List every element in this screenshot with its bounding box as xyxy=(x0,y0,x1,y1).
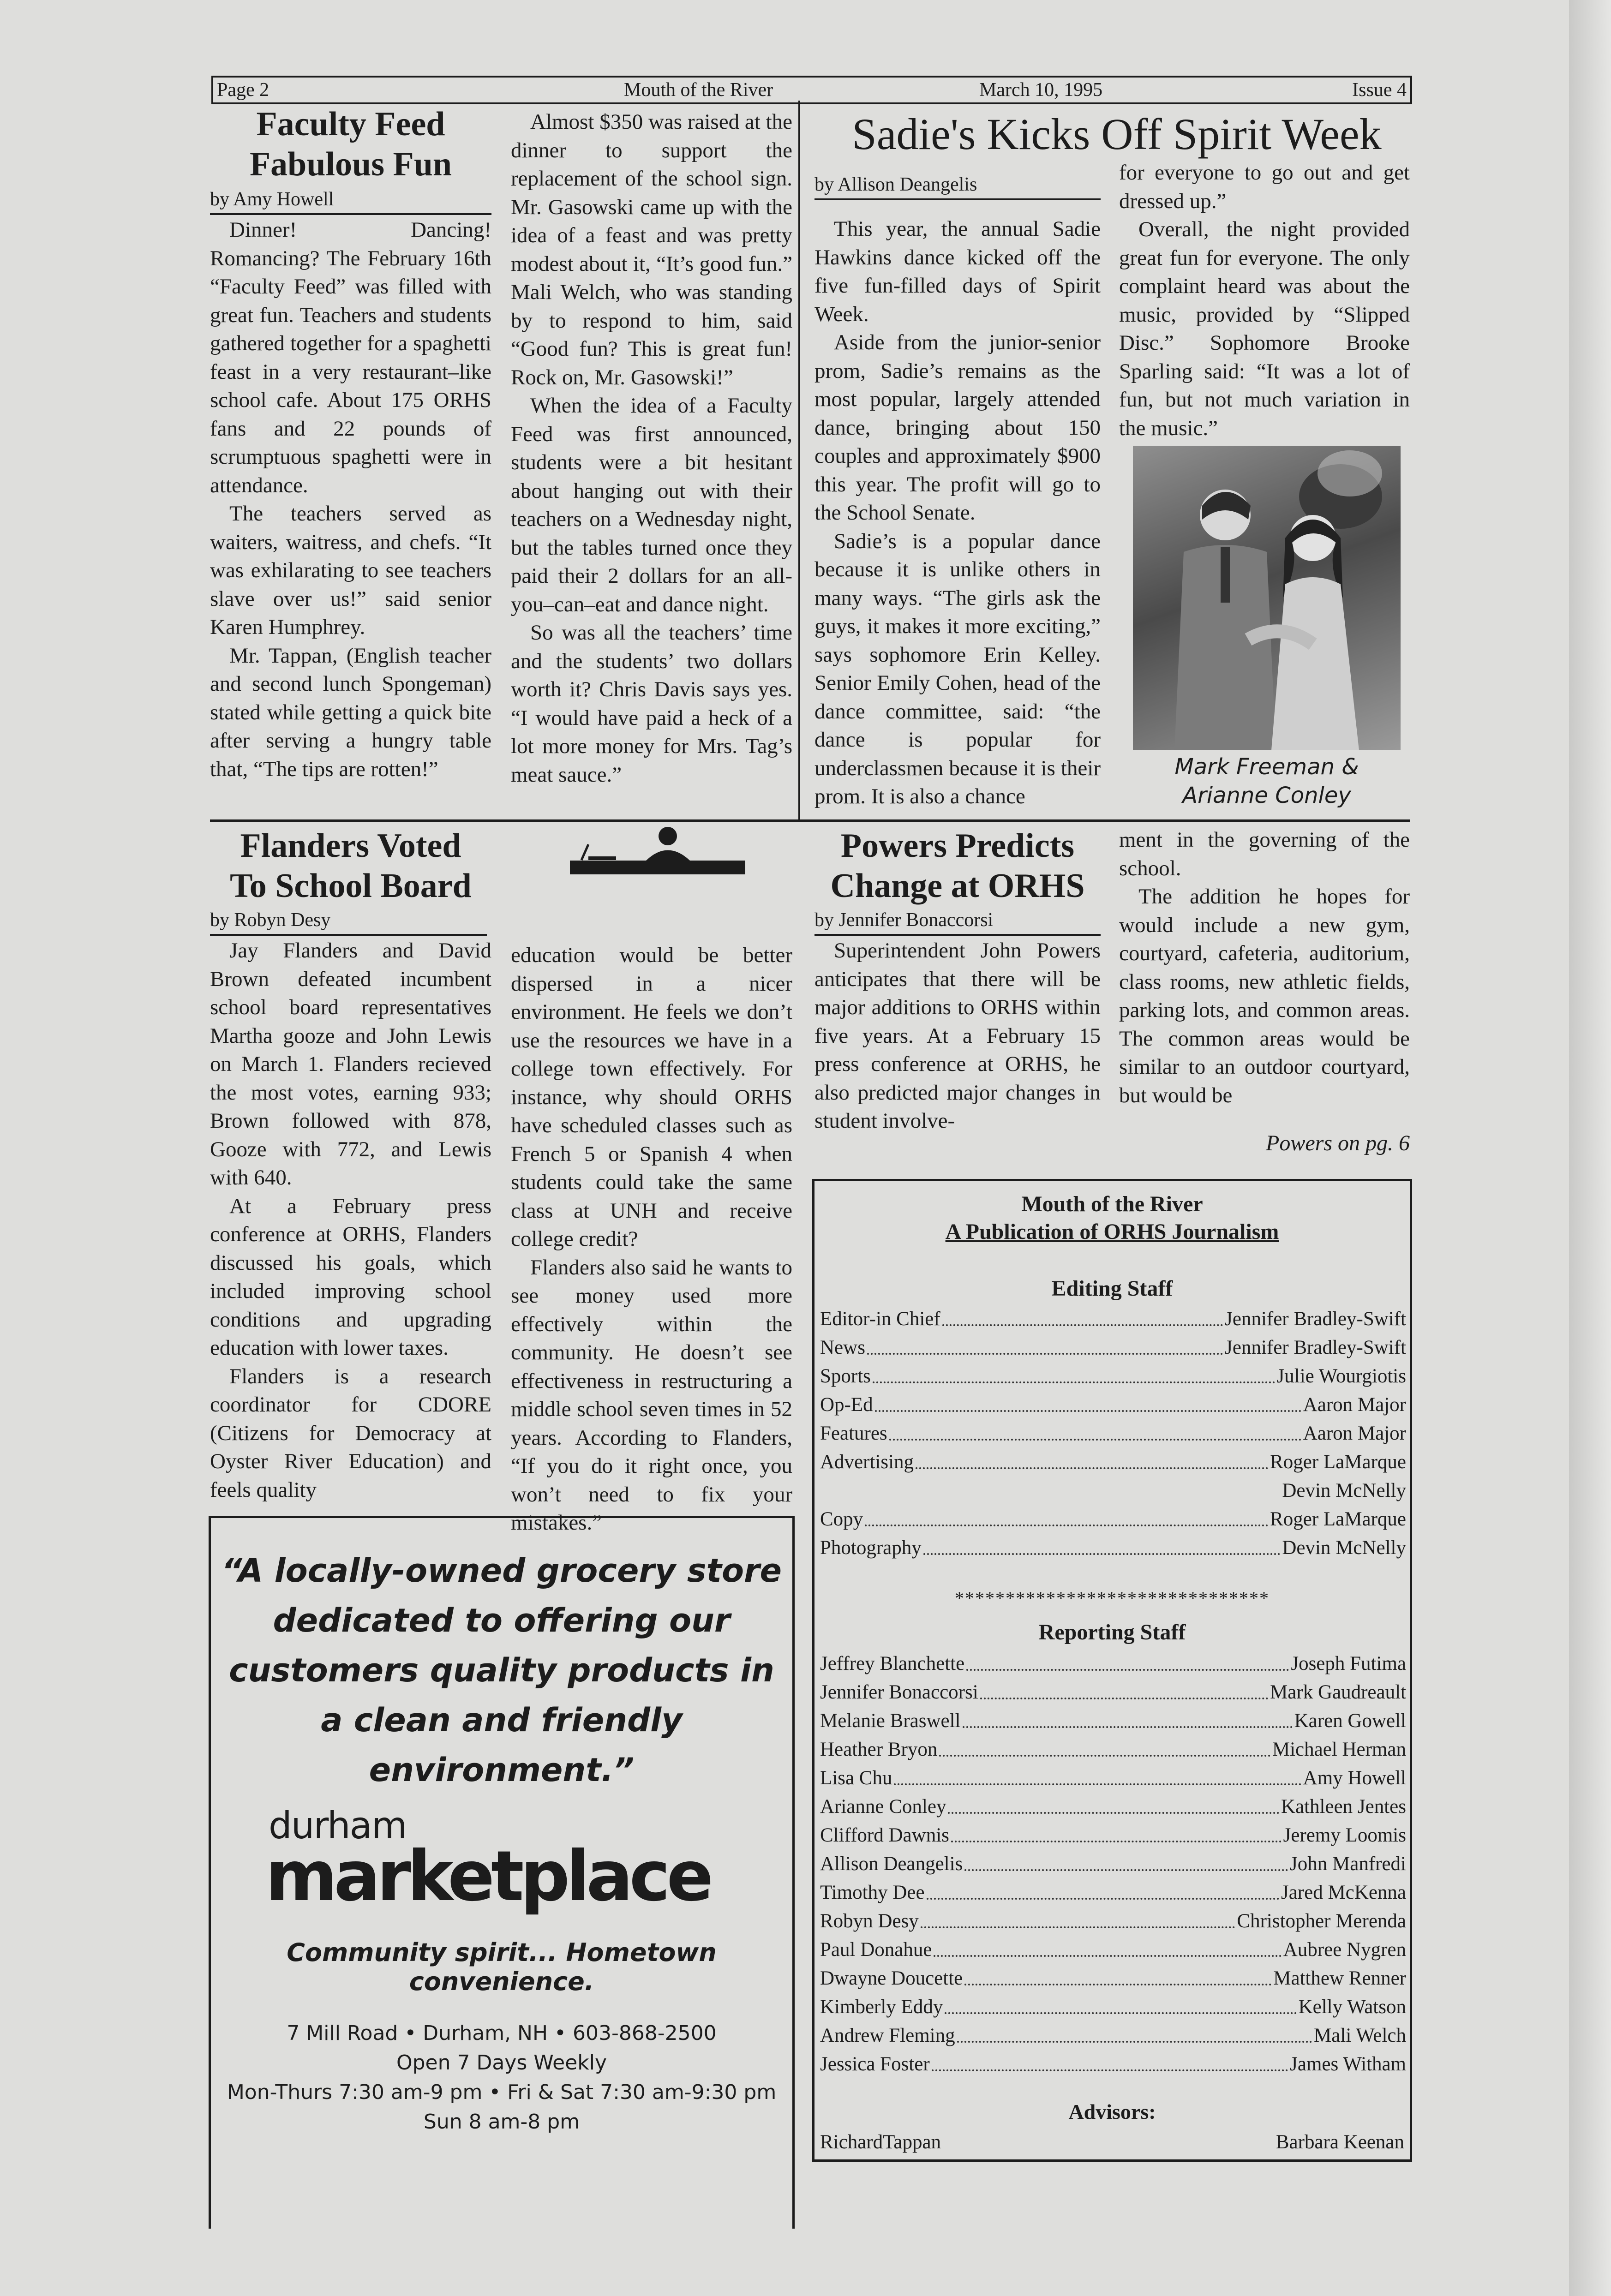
header-publication: Mouth of the River xyxy=(624,79,773,101)
staff-box xyxy=(812,1179,1412,2162)
page-header xyxy=(211,76,1412,104)
sadies-col-1: This year, the annual Sadie Hawkins dance kicked off the five fun-filled days of Spirit Week. Aside from the junior-senior prom, Sadie’s remains as the most popular, largely attended dance, bringing about 150 couples and approximately $900 this year. The profit will go to the School Senate. Sadie’s is a popular dance because it is unlike others in many ways. “The girls ask the guys, it makes it more exciting,” says sophomore Erin Kelley. Senior Emily Cohen, head of the dance committee, said: “the dance is popular for underclassmen because it is their prom. It is also a chance xyxy=(814,217,1101,808)
staff-row: Copy Roger LaMarque xyxy=(820,1505,1406,1534)
column-divider xyxy=(798,101,800,819)
staff-row: Lisa Chu Amy Howell xyxy=(820,1764,1406,1793)
ad-hours-sunday: Sun 8 am-8 pm xyxy=(423,2110,580,2134)
staff-row: Kimberly Eddy Kelly Watson xyxy=(820,1993,1406,2021)
flanders-col-1: Jay Flanders and David Brown defeated incumbent school board representatives Martha gooze and John Lewis on March 1. Flanders recieved the most votes, earning 933; Brown followed with 878, Gooze with 772, and Lewis with 640. At a February press conference at ORHS, Flanders discussed his goals, which included improving school conditions and upgrading education with lower taxes. Flanders is a research coordinator for CDORE (Citizens for Democracy at Oyster River Education) and feels quality xyxy=(210,939,491,1502)
powers-col-2: ment in the governing of the school. The addition he hopes for would include a new gym, courtyard, cafeteria, auditorium, class rooms, new athletic fields, parking lots, and common areas. The common areas would be similar to an outdoor courtyard, but would be xyxy=(1119,828,1410,1107)
staff-row: Editor-in Chief Jennifer Bradley-Swift xyxy=(820,1305,1406,1333)
section-divider xyxy=(210,819,1410,822)
grocery-advertisement xyxy=(209,1516,795,2229)
powers-continued-link[interactable]: Powers on pg. 6 xyxy=(1266,1131,1410,1155)
ad-brand-small: durham xyxy=(269,1804,407,1847)
advisors-heading: Advisors: xyxy=(1068,2100,1156,2123)
staff-row: Heather Bryon Michael Herman xyxy=(820,1735,1406,1764)
dance-photo xyxy=(1133,446,1401,750)
sadies-byline: by Allison Deangelis xyxy=(814,173,1101,200)
powers-col-1: Superintendent John Powers anticipates that there will be major additions to ORHS within five years. At a February 15 press conference at ORHS, he also predicted major changes in student involve- xyxy=(814,939,1101,1133)
ad-quote: “A locally-owned grocery store dedicated to offering our customers quality products in a clean and friendly environment.” xyxy=(221,1552,782,1789)
staff-row: Jessica Foster James Witham xyxy=(820,2050,1406,2079)
staff-row: Melanie Braswell Karen Gowell xyxy=(820,1707,1406,1735)
staff-row: News Jennifer Bradley-Swift xyxy=(820,1333,1406,1362)
staff-row: Jennifer Bonaccorsi Mark Gaudreault xyxy=(820,1678,1406,1707)
faculty-feed-col-2: Almost $350 was raised at the dinner to support the replacement of the school sign. Mr. Gasowski came up with the idea of a feast and was pretty modest about it, “It’s good fun.” Mali Welch, who was standing by to respond to him, said “Good fun? This is great fun! Rock on, Mr. Gasowski!” When the idea of a Faculty Feed was first announced, students were a bit hesitant about hanging out with their teachers on a Wednesday night, but the tables turned once they paid their 2 dollars for an all-you–can–eat and dance night. So was all the teachers’ time and the students’ two dollars worth it? Chris Davis says yes. “I would have paid a heck of a lot more money for Mrs. Tag’s meat sauce.” xyxy=(511,110,792,787)
staff-row: Clifford Dawnis Jeremy Loomis xyxy=(820,1821,1406,1850)
reporting-staff-heading: Reporting Staff xyxy=(1038,1620,1186,1644)
school-board-desk-icon xyxy=(561,826,755,877)
ad-contact-block xyxy=(211,2019,792,2137)
staff-row: Devin McNelly xyxy=(1282,1480,1406,1501)
editing-staff-list xyxy=(820,1305,1406,1562)
staff-row: Jeffrey Blanchette Joseph Futima xyxy=(820,1650,1406,1678)
paper-fold-shadow xyxy=(1569,0,1611,2296)
staff-row: Op-Ed Aaron Major xyxy=(820,1391,1406,1419)
staff-row: Paul Donahue Aubree Nygren xyxy=(820,1936,1406,1964)
ad-tagline: Community spirit... Hometown convenience. xyxy=(287,1938,717,1996)
flanders-col-2: education would be better dispersed in a nicer environment. He feels we don’t use the resources we have in a college town effectively. For instance, why should ORHS have scheduled classes such as French 5 or Spanish 4 when students could take the same class at UNH and receive college credit? Flanders also said he wants to see money used more effectively within the community. He doesn’t see effectiveness in restructuring a middle school seven times in 52 years. According to Flanders, “If you do it right once, you won’t need to fix your mistakes.” xyxy=(511,943,792,1535)
ad-address: 7 Mill Road • Durham, NH • 603-868-2500 xyxy=(287,2021,717,2045)
advisor-1: RichardTappan xyxy=(820,2131,941,2153)
page-number: Page 2 xyxy=(217,79,269,101)
flanders-headline: Flanders Voted To School Board xyxy=(230,827,472,905)
flanders-article xyxy=(210,826,801,1535)
powers-headline: Powers Predicts Change at ORHS xyxy=(830,827,1085,905)
sadies-headline: Sadie's Kicks Off Spirit Week xyxy=(852,109,1382,159)
faculty-feed-article xyxy=(210,104,801,819)
staff-row: Photography Devin McNelly xyxy=(820,1534,1406,1562)
masthead-subtitle: A Publication of ORHS Journalism xyxy=(945,1220,1279,1244)
masthead-title: Mouth of the River xyxy=(1021,1192,1203,1216)
staff-row: Allison Deangelis John Manfredi xyxy=(820,1850,1406,1878)
flanders-byline: by Robyn Desy xyxy=(210,909,487,936)
staff-row: Advertising Roger LaMarque xyxy=(820,1448,1406,1477)
ad-hours: Mon-Thurs 7:30 am-9 pm • Fri & Sat 7:30 am-9:30 pm xyxy=(227,2081,777,2104)
faculty-feed-headline: Faculty Feed Fabulous Fun xyxy=(249,105,452,184)
reporting-staff-list xyxy=(820,1650,1406,2079)
stars-separator: ******************************* xyxy=(955,1588,1270,1608)
staff-row: Timothy Dee Jared McKenna xyxy=(820,1878,1406,1907)
faculty-feed-col-1: Dinner! Dancing! Romancing? The February 16th “Faculty Feed” was filled with great fun. Teachers and students gathered together for a spaghetti feast in a very restaurant–like school cafe. About 175 ORHS fans and 22 pounds of scrumptuous spaghetti were in attendance. The teachers served as waiters, waitress, and chefs. “It was exhilarating to see teachers slave over us!” said senior Karen Humphrey. Mr. Tappan, (English teacher and second lunch Spongeman) stated while getting a quick bite after serving a hungry table that, “The tips are rotten!” xyxy=(210,218,491,781)
advisor-2: Barbara Keenan xyxy=(1276,2131,1404,2153)
dance-photo-figures xyxy=(1133,446,1401,750)
staff-row: Arianne Conley Kathleen Jentes xyxy=(820,1793,1406,1821)
staff-row: Features Aaron Major xyxy=(820,1419,1406,1448)
sadies-col-2: for everyone to go out and get dressed up.” Overall, the night provided great fun for everyone. The only complaint heard was about the music, provided by “Slipped Disc.” Sophomore Brooke Sparling said: “It was a lot of fun, but not much variation in the music.” xyxy=(1119,161,1410,440)
staff-row: Andrew Fleming Mali Welch xyxy=(820,2021,1406,2050)
header-date: March 10, 1995 xyxy=(979,79,1103,101)
faculty-feed-byline: by Amy Howell xyxy=(210,188,491,215)
powers-article xyxy=(814,826,1410,1177)
editing-staff-heading: Editing Staff xyxy=(1051,1276,1173,1301)
staff-row: Robyn Desy Christopher Merenda xyxy=(820,1907,1406,1936)
ad-brand-logo: marketplace xyxy=(265,1836,710,1917)
ad-open: Open 7 Days Weekly xyxy=(396,2051,607,2075)
staff-row: Dwayne Doucette Matthew Renner xyxy=(820,1964,1406,1993)
sadies-article xyxy=(814,104,1410,819)
staff-row: Sports Julie Wourgiotis xyxy=(820,1362,1406,1391)
header-issue: Issue 4 xyxy=(1352,79,1407,101)
powers-byline: by Jennifer Bonaccorsi xyxy=(814,909,1101,936)
photo-caption: Mark Freeman & Arianne Conley xyxy=(1174,754,1359,808)
